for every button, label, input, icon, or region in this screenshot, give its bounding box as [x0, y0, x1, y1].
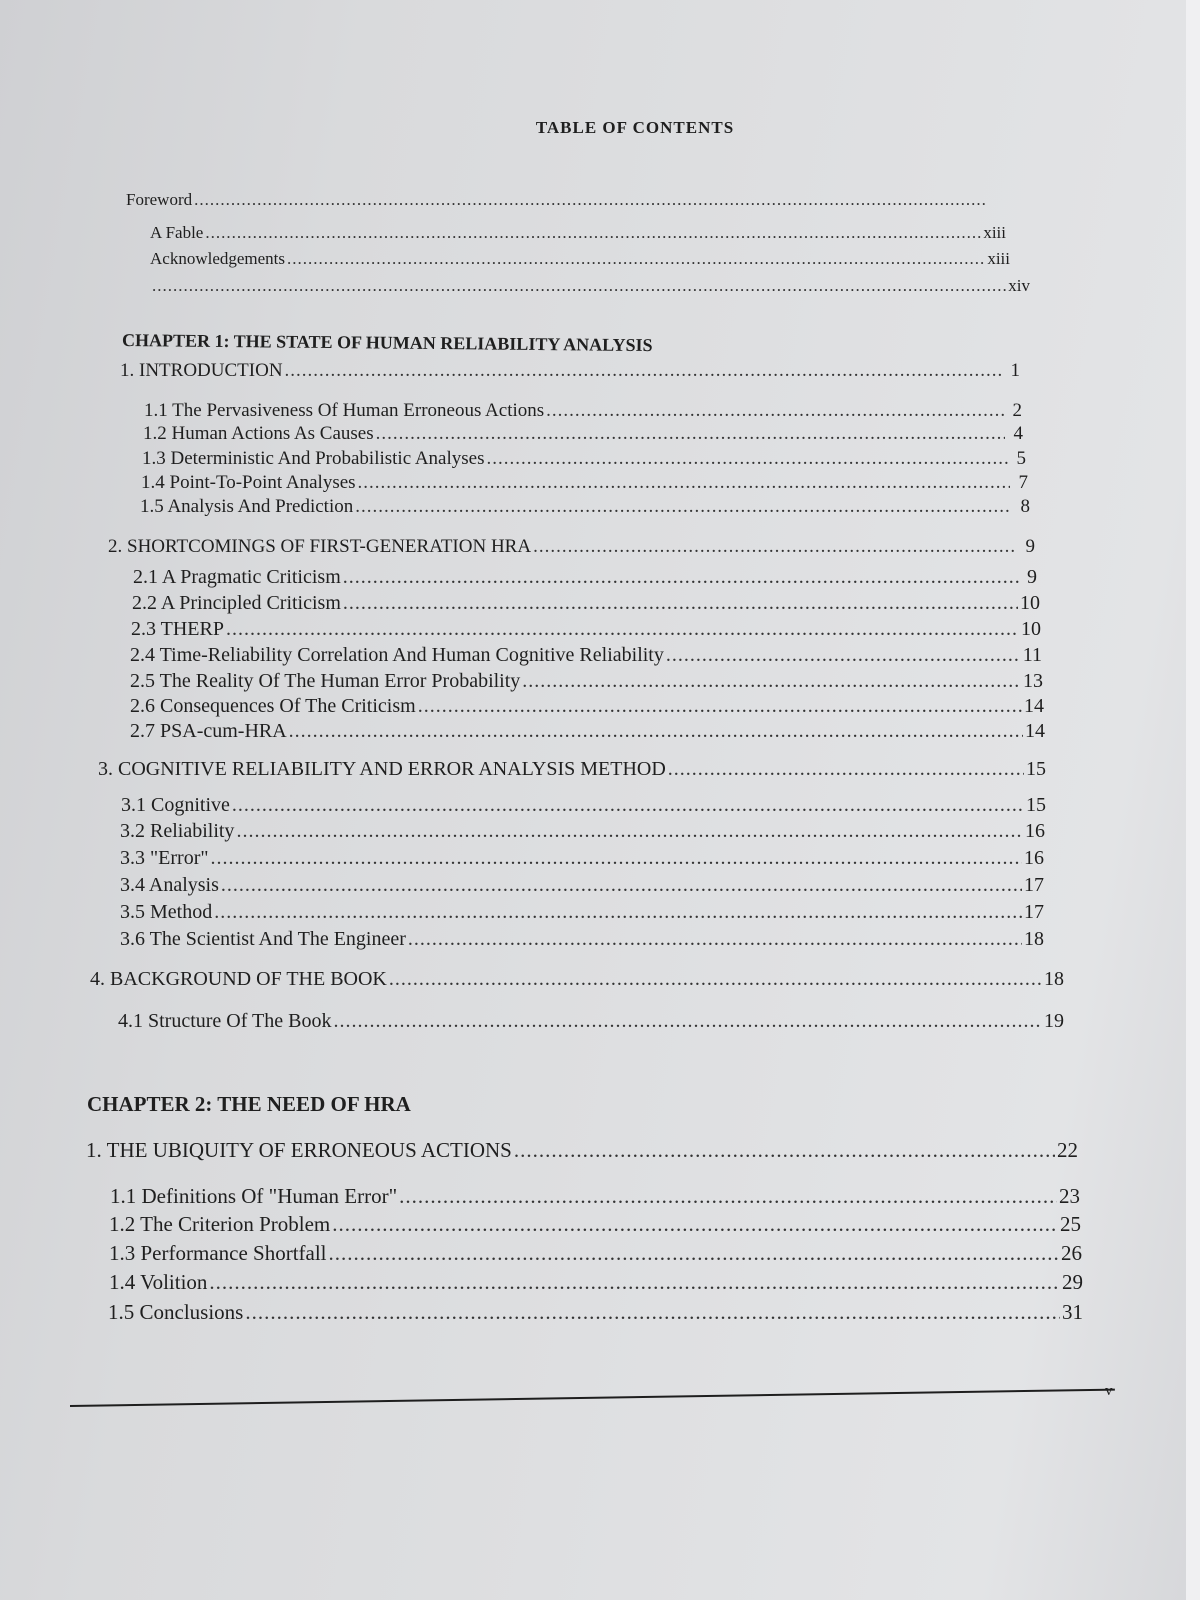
- toc-entry-label: 2.5 The Reality Of The Human Error Probability: [130, 670, 521, 692]
- toc-entry-page: 9: [1027, 566, 1037, 588]
- toc-entry: [130, 644, 1042, 667]
- dot-leader: [358, 472, 1010, 494]
- toc-entry: [142, 448, 1026, 470]
- toc-entry-label: Acknowledgements: [150, 249, 286, 268]
- toc-entry: [141, 472, 1028, 494]
- dot-leader: [533, 536, 1017, 558]
- toc-entry-page: 17: [1024, 901, 1044, 923]
- dot-leader: [514, 1138, 1055, 1163]
- toc-entry: [120, 901, 1044, 924]
- toc-entry-page: 23: [1059, 1184, 1080, 1208]
- toc-entry: [121, 794, 1046, 817]
- toc-entry: [130, 720, 1045, 743]
- toc-entry: [130, 695, 1044, 718]
- toc-entry-fable: [150, 223, 1006, 243]
- toc-entry-page: xiii: [983, 223, 1006, 242]
- toc-entry-label: 4.1 Structure Of The Book: [118, 1010, 332, 1032]
- toc-entry-page: 18: [1024, 928, 1044, 950]
- dot-leader: [329, 1241, 1059, 1266]
- dot-leader: [399, 1184, 1057, 1209]
- toc-entry-page: 11: [1022, 644, 1042, 666]
- toc-entry-page: 13: [1023, 670, 1043, 692]
- toc-entry-label: 1. INTRODUCTION: [120, 360, 283, 381]
- toc-entry-page: 18: [1044, 968, 1064, 990]
- toc-entry-label: A Fable: [150, 223, 204, 242]
- toc-entry-page: 14: [1024, 695, 1044, 717]
- toc-entry-label: 2.1 A Pragmatic Criticism: [133, 566, 341, 588]
- toc-entry-label: 3.1 Cognitive: [121, 794, 230, 816]
- toc-entry-label: Foreword: [126, 190, 193, 209]
- toc-entry-page: 5: [1016, 448, 1026, 469]
- toc-entry-label: 3.6 The Scientist And The Engineer: [120, 928, 406, 950]
- toc-entry: [130, 670, 1043, 693]
- toc-entry-label: 3.2 Reliability: [120, 820, 235, 842]
- dot-leader: [289, 720, 1023, 743]
- dot-leader: [668, 758, 1024, 781]
- toc-entry-page: 19: [1044, 1010, 1064, 1032]
- dot-leader: [226, 618, 1019, 641]
- dot-leader: [546, 400, 1004, 422]
- dot-leader: [334, 1010, 1043, 1033]
- toc-entry-label: 3.5 Method: [120, 901, 213, 923]
- toc-entry-label: 1. THE UBIQUITY OF ERRONEOUS ACTIONS: [86, 1138, 512, 1162]
- toc-entry: [86, 1138, 1078, 1163]
- dot-leader: [211, 847, 1022, 870]
- toc-entry-page: 8: [1020, 496, 1030, 517]
- toc-entry: [140, 496, 1030, 518]
- toc-entry-label: 1.4 Point-To-Point Analyses: [141, 472, 356, 493]
- toc-entry-label: 1.2 Human Actions As Causes: [143, 423, 374, 444]
- dot-leader: [287, 249, 985, 269]
- toc-entry: [120, 928, 1044, 951]
- toc-entry: [133, 566, 1037, 589]
- dot-leader: [285, 360, 1002, 382]
- toc-entry-acknowledgements: [150, 249, 1010, 269]
- toc-entry: [132, 592, 1040, 615]
- toc-entry-page: xiv: [1008, 276, 1030, 295]
- toc-entry: [118, 1010, 1064, 1033]
- toc-title: TABLE OF CONTENTS: [535, 118, 735, 137]
- toc-entry-label: 2.4 Time-Reliability Correlation And Human Cognitive Reliability: [130, 644, 664, 666]
- dot-leader: [205, 223, 981, 243]
- toc-entry-page: 10: [1021, 618, 1041, 640]
- toc-entry-label: 3.3 "Error": [120, 847, 209, 869]
- dot-leader: [209, 1270, 1060, 1295]
- toc-entry-continuation: [150, 276, 1030, 296]
- toc-entry: [109, 1212, 1081, 1237]
- toc-entry-page: 31: [1062, 1300, 1083, 1324]
- toc-entry-label: 1.3 Performance Shortfall: [109, 1241, 327, 1265]
- toc-entry: [120, 847, 1044, 870]
- dot-leader: [343, 566, 1019, 589]
- toc-entry: [110, 1184, 1080, 1209]
- chapter-heading: CHAPTER 2: THE NEED OF HRA: [87, 1092, 411, 1116]
- toc-entry: [120, 820, 1045, 843]
- toc-entry: [98, 758, 1046, 781]
- toc-entry-label: 3.4 Analysis: [120, 874, 219, 896]
- toc-entry: [90, 968, 1064, 991]
- dot-leader: [343, 592, 1018, 615]
- toc-entry-page: 9: [1025, 536, 1035, 557]
- toc-entry-page: 25: [1060, 1212, 1081, 1236]
- page-number: v: [1105, 1383, 1113, 1399]
- toc-entry: [120, 360, 1020, 382]
- dot-leader: [408, 928, 1022, 951]
- toc-entry-label: 3. COGNITIVE RELIABILITY AND ERROR ANALYSIS METHOD: [98, 758, 666, 780]
- dot-leader: [214, 901, 1022, 924]
- toc-entry-label: 1.1 The Pervasiveness Of Human Erroneous Actions: [144, 400, 545, 421]
- toc-entry-label: 2.2 A Principled Criticism: [132, 592, 341, 614]
- toc-entry: [143, 423, 1023, 445]
- dot-leader: [389, 968, 1042, 991]
- toc-entry-label: 2.3 THERP: [131, 618, 224, 640]
- toc-entry-label: 1.3 Deterministic And Probabilistic Analyses: [142, 448, 485, 469]
- toc-entry: [108, 536, 1035, 558]
- toc-entry: [144, 400, 1022, 422]
- toc-entry-label: 1.4 Volition: [109, 1270, 208, 1294]
- toc-entry-label: 2.7 PSA-cum-HRA: [130, 720, 287, 742]
- dot-leader: [666, 644, 1021, 667]
- chapter-heading: CHAPTER 1: THE STATE OF HUMAN RELIABILITY ANALYSIS: [121, 330, 653, 356]
- toc-entry: [131, 618, 1041, 641]
- toc-entry-page: 17: [1024, 874, 1044, 896]
- dot-leader: [487, 448, 1009, 470]
- toc-entry-page: 2: [1012, 400, 1022, 421]
- dot-leader: [232, 794, 1024, 817]
- toc-entry-page: 16: [1024, 847, 1044, 869]
- toc-entry-label: 1.5 Conclusions: [108, 1300, 244, 1324]
- toc-entry-page: 10: [1020, 592, 1040, 614]
- toc-entry-page: 4: [1013, 423, 1023, 444]
- toc-entry-page: 1: [1010, 360, 1020, 381]
- toc-entry-page: 14: [1025, 720, 1045, 742]
- toc-entry-foreword: [126, 190, 1006, 210]
- toc-entry-label: 1.2 The Criterion Problem: [109, 1212, 331, 1236]
- toc-entry-page: 26: [1061, 1241, 1082, 1265]
- toc-entry-label: 1.5 Analysis And Prediction: [140, 496, 354, 517]
- toc-entry-label: 1.1 Definitions Of "Human Error": [110, 1184, 398, 1208]
- toc-entry: [109, 1241, 1082, 1266]
- toc-entry-page: 22: [1057, 1138, 1078, 1162]
- dot-leader: [245, 1300, 1060, 1325]
- toc-entry: [108, 1300, 1083, 1325]
- toc-entry-page: 29: [1062, 1270, 1083, 1294]
- toc-entry-page: xiii: [987, 249, 1010, 268]
- toc-entry-page: 16: [1025, 820, 1045, 842]
- dot-leader: [236, 820, 1023, 843]
- toc-entry-page: 15: [1026, 758, 1046, 780]
- dot-leader: [355, 496, 1012, 518]
- dot-leader: [194, 190, 988, 210]
- toc-entry-label: 4. BACKGROUND OF THE BOOK: [90, 968, 387, 990]
- toc-entry-page: 7: [1018, 472, 1028, 493]
- toc-entry-label: 2.6 Consequences Of The Criticism: [130, 695, 416, 717]
- toc-entry-page: 15: [1026, 794, 1046, 816]
- toc-entry-label: 2. SHORTCOMINGS OF FIRST-GENERATION HRA: [108, 536, 532, 557]
- dot-leader: [152, 276, 1006, 296]
- dot-leader: [376, 423, 1005, 445]
- toc-entry: [120, 874, 1044, 897]
- dot-leader: [221, 874, 1022, 897]
- dot-leader: [418, 695, 1022, 718]
- dot-leader: [522, 670, 1021, 693]
- dot-leader: [332, 1212, 1058, 1237]
- toc-entry: [109, 1270, 1083, 1295]
